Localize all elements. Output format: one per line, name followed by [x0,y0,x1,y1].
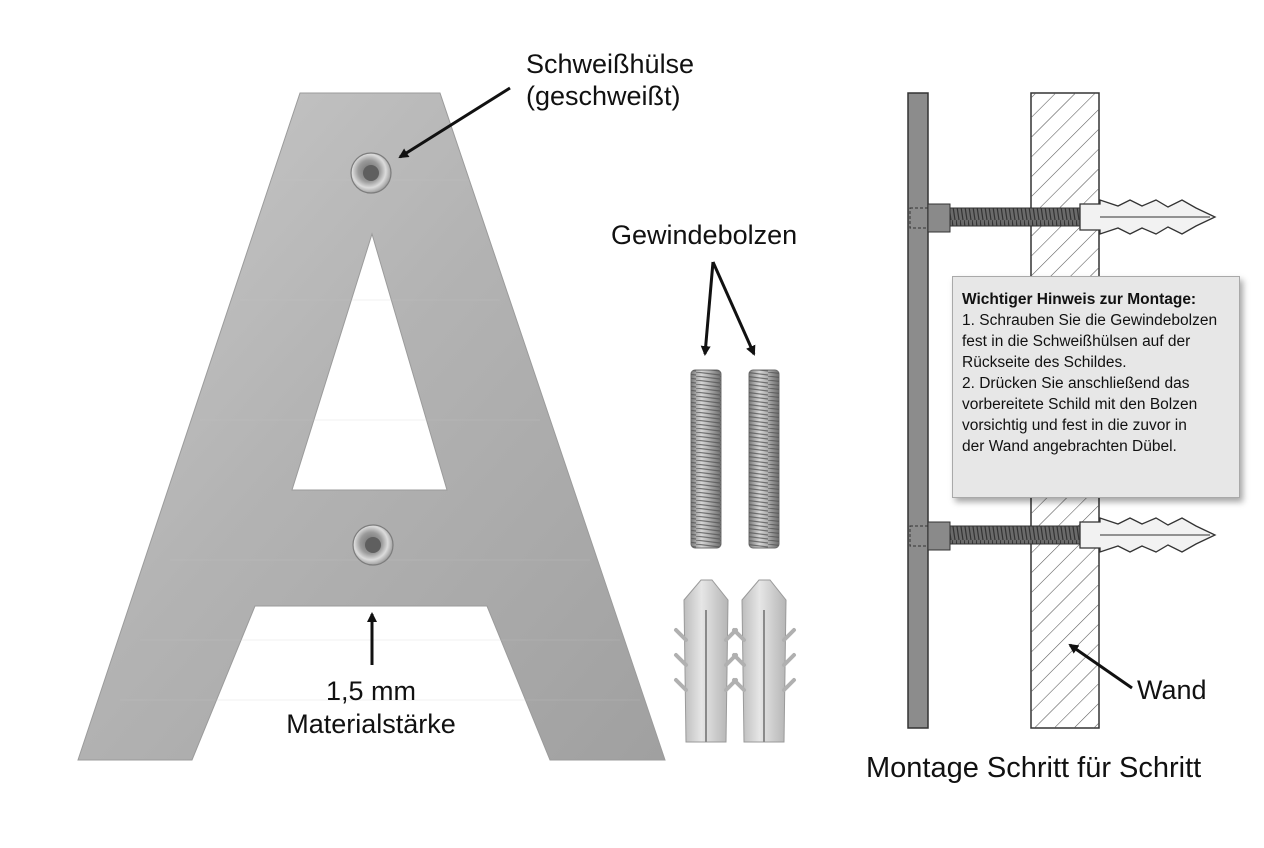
weld-sleeve-top [351,153,391,193]
notice-title: Wichtiger Hinweis zur Montage: [962,291,1197,308]
notice-line: der Wand angebrachten Dübel. [962,438,1177,455]
weld-sleeve-label-line-2: (geschweißt) [526,81,681,111]
notice-line: 2. Drücken Sie anschließend das [962,375,1190,392]
notice-line: 1. Schrauben Sie die Gewindebolzen [962,312,1218,329]
notice-line: vorbereitete Schild mit den Bolzen [962,396,1198,413]
wall-plug-left [676,580,736,742]
material-thickness-label [276,675,466,741]
wall-plug-right [734,580,794,742]
material-thickness-value: 1,5 mm [325,676,417,706]
mounting-caption: Montage Schritt für Schritt [866,752,1202,784]
wall-label: Wand [1137,675,1207,705]
mounting-notice-box [952,276,1240,498]
weld-sleeve-label [526,48,694,112]
notice-line: fest in die Schweißhülsen auf der [962,333,1191,350]
sign-plate-section [908,93,928,728]
arrow-to-bolt-right [713,262,754,354]
arrow-to-bolt-left [705,262,713,354]
threaded-bolts-label: Gewindebolzen [611,220,798,250]
notice-line: Rückseite des Schildes. [962,354,1127,371]
threaded-bolt-left [691,370,721,548]
material-thickness-caption: Materialstärke [286,709,456,739]
weld-sleeve-label-line-1: Schweißhülse [526,49,695,79]
weld-sleeve-bottom [353,525,393,565]
notice-line: vorsichtig und fest in die zuvor in [962,417,1187,434]
threaded-bolt-right [749,370,779,548]
